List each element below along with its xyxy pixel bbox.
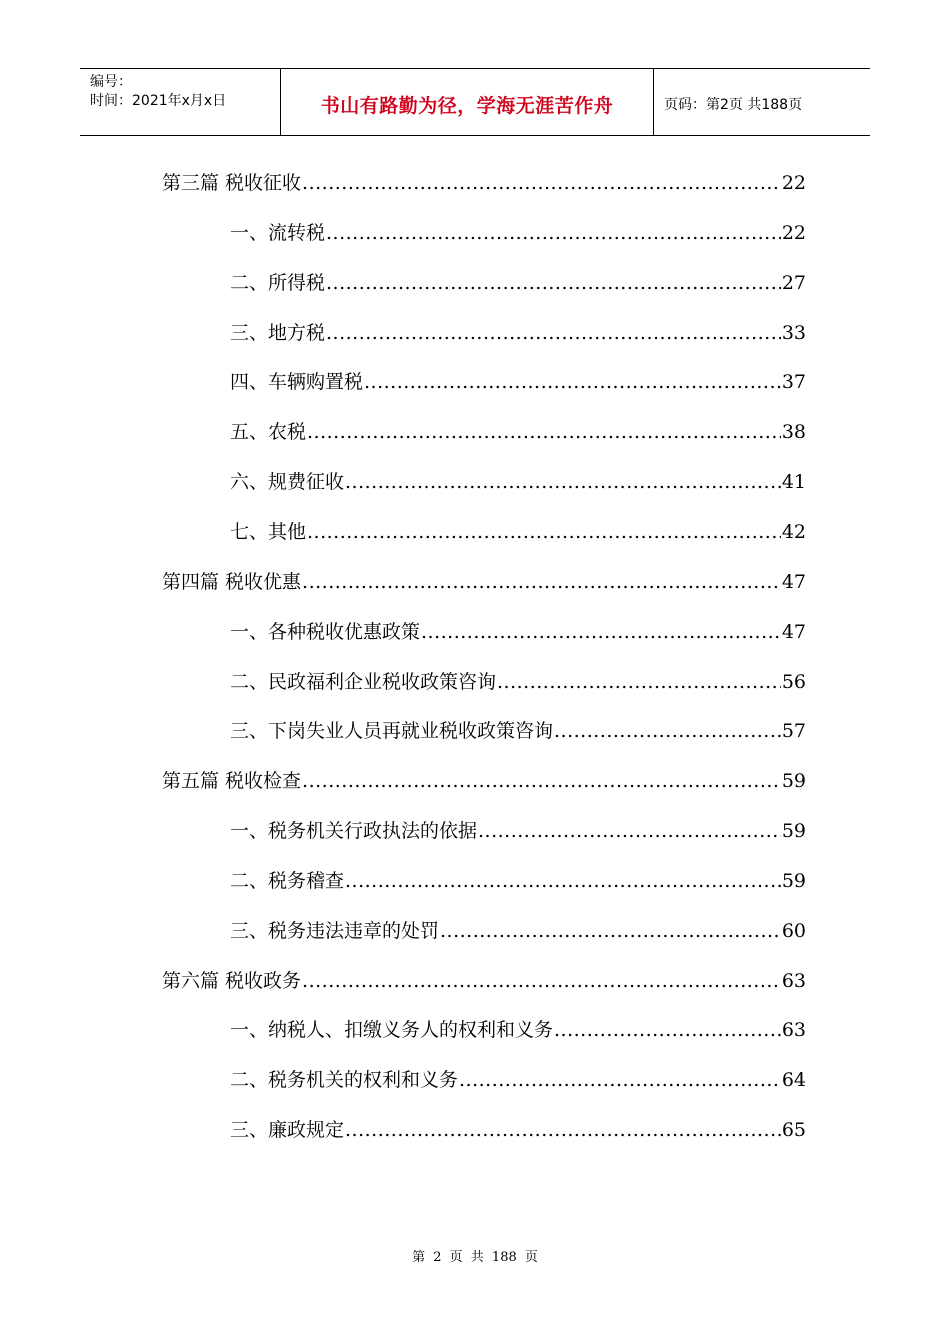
- toc-entry-page-number: 60: [781, 919, 806, 942]
- toc-entry-title: 一、流转税: [230, 221, 326, 244]
- toc-section-entry: [230, 916, 806, 946]
- toc-entry-title: 一、税务机关行政执法的依据: [230, 820, 478, 843]
- toc-section-entry: [230, 866, 806, 896]
- document-number-label: 编号：: [90, 74, 132, 90]
- toc-dot-leader: [554, 1015, 781, 1045]
- toc-entry-page-number: 56: [781, 670, 806, 693]
- header-meta: [80, 69, 281, 135]
- toc-entry-title: 三、廉政规定: [230, 1119, 345, 1142]
- toc-dot-leader: [497, 667, 781, 697]
- toc-dot-leader: [326, 318, 781, 348]
- toc-section-entry: [230, 1015, 806, 1045]
- toc-entry-page-number: 41: [781, 471, 806, 494]
- header-motto-cell: [281, 69, 654, 135]
- page-footer: 第 2 页 共 188 页: [412, 1250, 538, 1265]
- header-page-info-cell: [654, 69, 870, 135]
- toc-dot-leader: [307, 417, 781, 447]
- toc-entry-page-number: 47: [781, 620, 806, 643]
- toc-dot-leader: [478, 816, 781, 846]
- toc-section-entry: [230, 1115, 806, 1145]
- toc-entry-page-number: 65: [781, 1119, 806, 1142]
- toc-entry-title: 一、纳税人、扣缴义务人的权利和义务: [230, 1019, 554, 1042]
- toc-dot-leader: [326, 218, 781, 248]
- toc-entry-page-number: 59: [781, 770, 806, 793]
- toc-section-entry: [230, 218, 806, 248]
- toc-chapter-entry: [162, 766, 806, 796]
- toc-entry-page-number: 64: [781, 1069, 806, 1092]
- toc-dot-leader: [302, 766, 781, 796]
- toc-dot-leader: [440, 916, 781, 946]
- toc-entry-title: 二、税务机关的权利和义务: [230, 1069, 459, 1092]
- toc-entry-title: 三、地方税: [230, 321, 326, 344]
- toc-entry-title: 一、各种税收优惠政策: [230, 620, 421, 643]
- toc-entry-title: 三、税务违法违章的处罚: [230, 919, 440, 942]
- toc-entry-title: 第四篇 税收优惠: [162, 570, 302, 593]
- toc-entry-page-number: 22: [781, 172, 806, 194]
- toc-section-entry: [230, 816, 806, 846]
- toc-entry-page-number: 33: [781, 321, 806, 344]
- header-motto: 书山有路勤为径，学海无涯苦作舟: [320, 94, 614, 117]
- toc-entry-title: 五、农税: [230, 421, 307, 444]
- toc-entry-title: 二、民政福利企业税收政策咨询: [230, 670, 497, 693]
- toc-section-entry: [230, 318, 806, 348]
- toc-dot-leader: [302, 966, 781, 996]
- toc-entry-title: 第五篇 税收检查: [162, 770, 302, 793]
- page-header: [80, 68, 870, 136]
- toc-section-entry: [230, 417, 806, 447]
- toc-section-entry: [230, 517, 806, 547]
- toc-dot-leader: [459, 1065, 781, 1095]
- toc-entry-page-number: 27: [781, 271, 806, 294]
- document-time-label: 时间：2021年x月x日: [90, 93, 227, 109]
- toc-entry-page-number: 59: [781, 820, 806, 843]
- toc-dot-leader: [364, 367, 781, 397]
- toc-dot-leader: [302, 567, 781, 597]
- toc-entry-page-number: 47: [781, 570, 806, 593]
- toc-entry-page-number: 42: [781, 520, 806, 543]
- toc-entry-page-number: 38: [781, 421, 806, 444]
- toc-chapter-entry: [162, 168, 806, 198]
- toc-entry-page-number: 63: [781, 1019, 806, 1042]
- toc-dot-leader: [345, 866, 781, 896]
- toc-entry-page-number: 57: [781, 720, 806, 743]
- toc-dot-leader: [307, 517, 781, 547]
- toc-entry-title: 六、规费征收: [230, 471, 345, 494]
- toc-section-entry: [230, 268, 806, 298]
- toc-section-entry: [230, 467, 806, 497]
- toc-section-entry: [230, 667, 806, 697]
- toc-dot-leader: [421, 617, 781, 647]
- toc-dot-leader: [345, 467, 781, 497]
- toc-chapter-entry: [162, 966, 806, 996]
- toc-entry-title: 七、其他: [230, 520, 307, 543]
- toc-dot-leader: [345, 1115, 781, 1145]
- toc-entry-page-number: 22: [781, 221, 806, 244]
- toc-entry-title: 四、车辆购置税: [230, 371, 364, 394]
- toc-entry-title: 二、所得税: [230, 271, 326, 294]
- toc-dot-leader: [554, 716, 781, 746]
- toc-entry-title: 第六篇 税收政务: [162, 969, 302, 992]
- toc-entry-page-number: 59: [781, 869, 806, 892]
- toc-entry-page-number: 37: [781, 371, 806, 394]
- toc-section-entry: [230, 716, 806, 746]
- toc-entry-title: 二、税务稽查: [230, 869, 345, 892]
- toc-entry-page-number: 63: [781, 969, 806, 992]
- toc-section-entry: [230, 1065, 806, 1095]
- toc-dot-leader: [302, 168, 781, 198]
- toc-dot-leader: [326, 268, 781, 298]
- toc-entry-title: 第三篇 税收征收: [162, 172, 302, 194]
- toc-chapter-entry: [162, 567, 806, 597]
- header-page-info: 页码：第2页 共188页: [664, 97, 803, 113]
- toc-section-entry: [230, 617, 806, 647]
- toc-section-entry: [230, 367, 806, 397]
- toc-entry-title: 三、下岗失业人员再就业税收政策咨询: [230, 720, 554, 743]
